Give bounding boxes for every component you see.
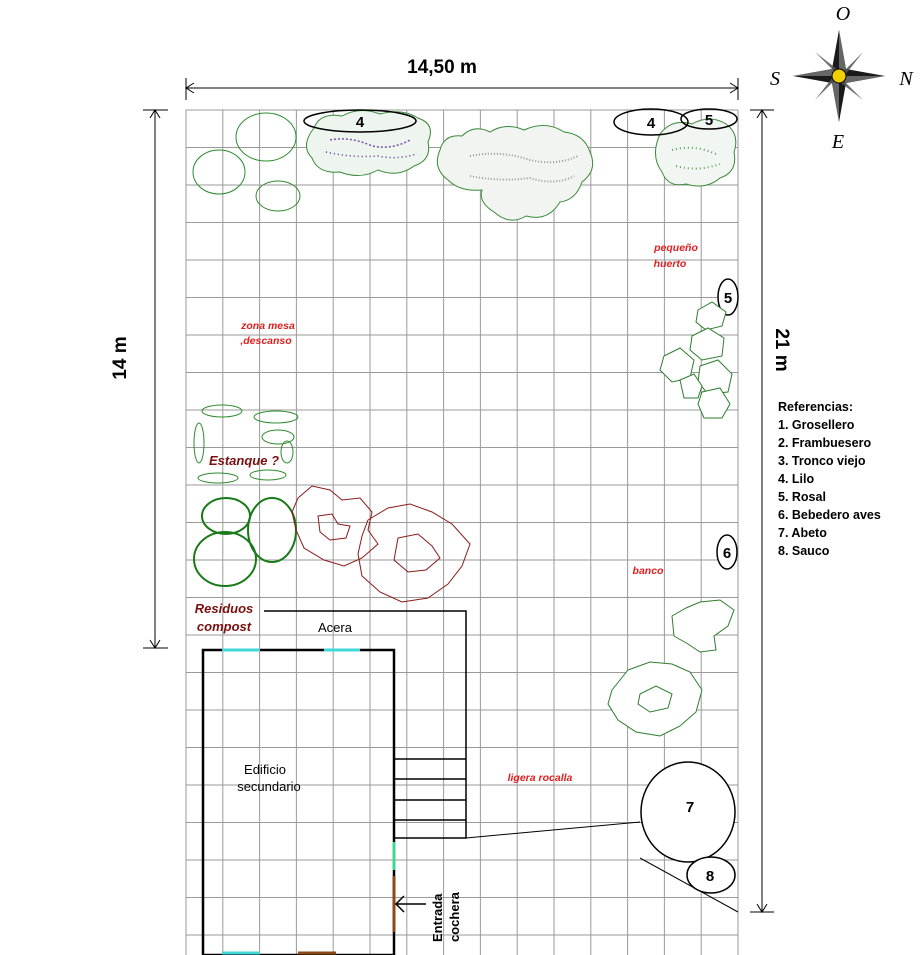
legend-item: 3. Tronco viejo: [778, 454, 866, 468]
huerto-label-1: pequeño: [654, 242, 698, 254]
bush-top-right: [655, 119, 735, 186]
left-height-label: 14 m: [110, 336, 131, 380]
rosal-number-a: 5: [704, 112, 714, 129]
building-openings: [222, 650, 394, 953]
abeto-number: 7: [685, 799, 695, 816]
legend-item: 2. Frambuesero: [778, 436, 872, 450]
legend-item: 6. Bebedero aves: [778, 508, 881, 522]
legend: [778, 398, 881, 560]
compass-rose: [793, 30, 885, 122]
shrub-circles-left: [194, 498, 296, 586]
pond-outlines: [194, 405, 298, 483]
lilo-number-a: 4: [355, 114, 365, 131]
entrance-arrow: [396, 896, 426, 912]
rocalla-label: ligera rocalla: [507, 772, 573, 784]
legend-item: 4. Lilo: [778, 472, 815, 486]
entrada-label-2: cochera: [447, 892, 462, 942]
legend-item: 5. Rosal: [778, 490, 826, 504]
bushes-right-lower: [608, 600, 734, 736]
sauco-number: 8: [705, 868, 715, 885]
right-height-label: 21 m: [771, 328, 792, 372]
acera-outline: [264, 611, 466, 838]
banco-label: banco: [632, 565, 664, 577]
legend-item: 8. Sauco: [778, 544, 830, 558]
left-height-dimension: [143, 110, 168, 648]
residuos-label-2: compost: [196, 619, 252, 634]
rosal-number-b: 5: [723, 290, 733, 307]
right-height-dimension: [750, 110, 774, 912]
width-dimension: [186, 78, 738, 100]
estanque-label: Estanque ?: [208, 453, 280, 468]
huerto-label-2: huerto: [653, 258, 687, 270]
edificio-label-1: Edificio: [244, 762, 286, 777]
compass-right: N: [899, 68, 913, 90]
rose-bushes-right: [660, 302, 732, 418]
residuos-label-1: Residuos: [194, 601, 254, 616]
width-label: 14,50 m: [407, 57, 477, 78]
legend-title: Referencias:: [778, 400, 854, 414]
edificio-label-2: secundario: [237, 779, 301, 794]
legend-item: 7. Abeto: [778, 526, 827, 540]
steps: [395, 759, 466, 820]
lilo-number-b: 4: [646, 115, 656, 132]
compass-bottom: E: [831, 131, 845, 153]
bebedero-number: 6: [722, 545, 732, 562]
mesa-label-1: zona mesa: [241, 320, 295, 332]
compass-left: S: [770, 68, 780, 90]
compass-top: O: [835, 3, 851, 25]
large-bush-top: [437, 125, 592, 220]
entrada-label-1: Entrada: [430, 893, 445, 942]
secondary-building: [203, 650, 394, 955]
shrub-cluster-top-left: [193, 113, 300, 211]
lilo-bush-top: [306, 110, 430, 175]
acera-label: Acera: [318, 620, 352, 635]
legend-item: 1. Grosellero: [778, 418, 855, 432]
mesa-label-2: ,descanso: [240, 335, 292, 347]
